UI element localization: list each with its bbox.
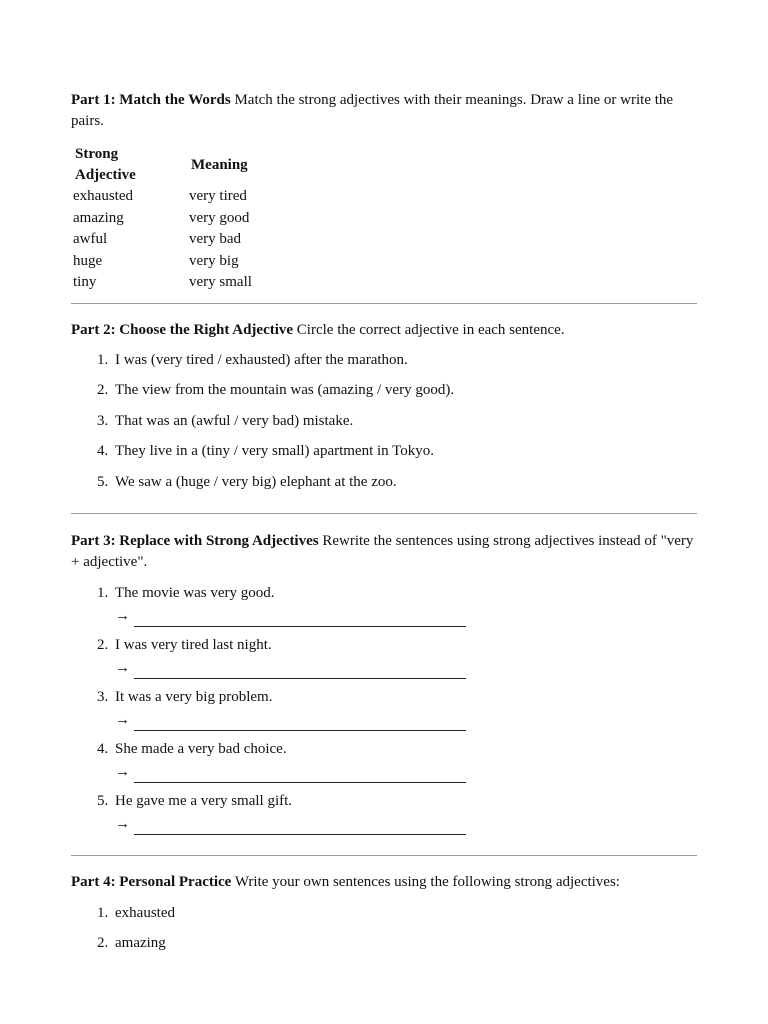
column-header-meaning: Meaning: [191, 156, 248, 173]
part-1-instructions: Match the strong adjectives with their meanings. Draw a line or write the pairs.: [71, 92, 674, 129]
item-number: 2.: [97, 636, 109, 653]
sentence-text: I was very tired last night.: [115, 636, 272, 653]
answer-row: [115, 814, 697, 835]
answer-blank[interactable]: [134, 819, 466, 835]
sentence-text: The view from the mountain was (amazing / very good).: [115, 382, 455, 398]
item-number: 5.: [97, 473, 109, 490]
item-number: 1.: [97, 584, 109, 601]
meaning-cell: very big: [189, 252, 239, 269]
meaning-cell: very small: [189, 274, 252, 290]
adjective-prompt: exhausted: [115, 904, 175, 921]
part-2-instructions: Circle the correct adjective in each sentence.: [296, 321, 565, 338]
item-number: 3.: [97, 412, 109, 429]
list-item: [71, 791, 697, 835]
list-item: [71, 411, 697, 432]
table-row: [71, 208, 256, 230]
item-number: 5.: [97, 792, 109, 809]
matching-table: [71, 144, 256, 294]
item-number: 3.: [97, 688, 109, 705]
table-row: [71, 229, 256, 251]
sentence-text: I was (very tired / exhausted) after the marathon.: [115, 351, 408, 368]
answer-row: [115, 762, 697, 783]
column-header-strong-adjective: Strong Adjective: [75, 146, 136, 183]
sentence-text: He gave me a very small gift.: [115, 792, 293, 809]
list-item: [71, 635, 697, 679]
sentence-text: That was an (awful / very bad) mistake.: [115, 412, 354, 429]
part-3-title: Part 3: Replace with Strong Adjectives: [71, 532, 319, 549]
part-1-title: Part 1: Match the Words: [71, 92, 231, 108]
part-2-heading: [71, 320, 697, 341]
item-number: 4.: [97, 443, 109, 459]
item-number: 4.: [97, 740, 109, 757]
section-divider: [71, 855, 697, 856]
arrow-icon: →: [115, 607, 130, 624]
section-divider: [71, 513, 697, 514]
list-item: [71, 739, 697, 783]
adjective-cell: amazing: [73, 209, 124, 226]
meaning-cell: very good: [189, 209, 250, 226]
arrow-icon: →: [115, 711, 130, 728]
table-row: [71, 272, 256, 294]
part-1-heading: [71, 90, 697, 132]
answer-row: [115, 658, 697, 679]
item-number: 1.: [97, 351, 109, 368]
part-4-section: [71, 872, 697, 954]
sentence-text: It was a very big problem.: [115, 688, 273, 705]
sentence-text: We saw a (huge / very big) elephant at the zoo.: [115, 473, 397, 490]
item-number: 1.: [97, 904, 109, 921]
item-number: 2.: [97, 934, 109, 951]
adjective-cell: exhausted: [73, 188, 133, 204]
answer-blank[interactable]: [134, 611, 466, 627]
list-item: [71, 350, 697, 371]
part-3-instructions: Rewrite the sentences using strong adjectives instead of "very + adjective".: [71, 532, 694, 570]
part-3-section: [71, 531, 697, 835]
part-2-list: [71, 350, 697, 493]
part-3-heading: [71, 531, 697, 573]
table-row: [71, 186, 256, 208]
answer-blank[interactable]: [134, 767, 466, 783]
table-row: [71, 251, 256, 273]
part-1-section: [71, 90, 697, 294]
meaning-cell: very tired: [189, 188, 247, 204]
sentence-text: They live in a (tiny / very small) apartment in Tokyo.: [115, 443, 435, 459]
list-item: [71, 441, 697, 462]
part-4-title: Part 4: Personal Practice: [71, 873, 232, 890]
arrow-icon: →: [115, 763, 130, 780]
part-4-list: [71, 903, 697, 954]
list-item: [71, 472, 697, 493]
item-number: 2.: [97, 382, 109, 398]
part-2-title: Part 2: Choose the Right Adjective: [71, 321, 294, 338]
list-item: [71, 687, 697, 731]
part-4-instructions: Write your own sentences using the following strong adjectives:: [234, 873, 620, 890]
part-4-heading: [71, 872, 697, 893]
sentence-text: She made a very bad choice.: [115, 740, 287, 757]
sentence-text: The movie was very good.: [115, 584, 275, 601]
list-item: [71, 933, 697, 954]
list-item: [71, 903, 697, 924]
meaning-cell: very bad: [189, 231, 242, 247]
arrow-icon: →: [115, 815, 130, 832]
part-3-list: [71, 583, 697, 835]
part-2-section: [71, 320, 697, 493]
adjective-prompt: amazing: [115, 934, 166, 951]
worksheet: [71, 90, 697, 954]
adjective-cell: awful: [73, 231, 108, 247]
answer-row: [115, 606, 697, 627]
answer-blank[interactable]: [134, 715, 466, 731]
answer-blank[interactable]: [134, 663, 466, 679]
list-item: [71, 380, 697, 401]
adjective-cell: huge: [73, 252, 103, 269]
matching-table-header-row: [71, 144, 256, 186]
answer-row: [115, 710, 697, 731]
adjective-cell: tiny: [73, 274, 97, 290]
list-item: [71, 583, 697, 627]
section-divider: [71, 303, 697, 304]
arrow-icon: →: [115, 659, 130, 676]
